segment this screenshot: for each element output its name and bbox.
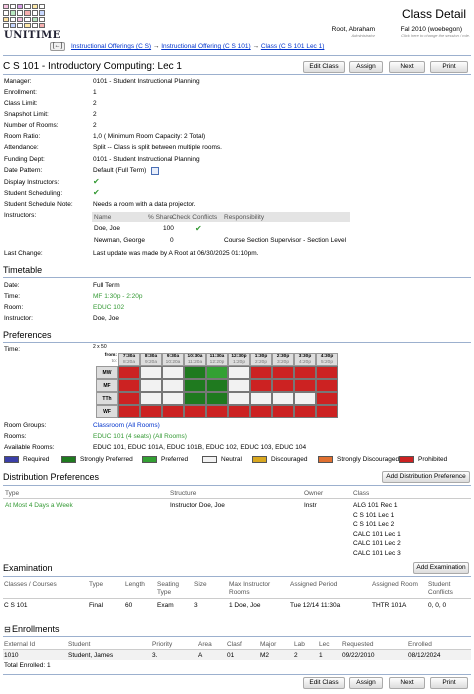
field-label: Class Limit: (4, 100, 38, 107)
time-preference-cell[interactable] (162, 392, 184, 405)
time-slot-header (250, 353, 272, 366)
field-label: Funding Dept: (4, 156, 45, 163)
time-preference-cell[interactable] (140, 392, 162, 405)
time-slot-header (140, 353, 162, 366)
edit-class-button[interactable]: Edit Class (303, 61, 345, 73)
time-preference-cell[interactable] (272, 366, 294, 379)
legend-swatch (142, 456, 157, 463)
page-title: Class Detail (401, 7, 466, 21)
legend-label: Strongly Discouraged (337, 456, 400, 463)
room-label: Room: (4, 304, 24, 311)
legend-item (4, 456, 49, 463)
time-preference-cell[interactable] (294, 392, 316, 405)
time-preference-cell[interactable] (140, 405, 162, 418)
available-rooms-value: EDUC 101, EDUC 101A, EDUC 101B, EDUC 102, EDUC 103, EDUC 104 (93, 444, 307, 451)
enroll-col-header: Enrolled (408, 641, 432, 648)
dist-type[interactable]: At Most 4 Days a Week (5, 502, 73, 509)
slot-to: 2:20p (254, 360, 267, 365)
col-name: Name (94, 214, 112, 221)
assign-button-bottom[interactable]: Assign (349, 677, 383, 689)
preferences-divider (3, 342, 471, 343)
add-examination-button[interactable]: Add Examination (413, 562, 469, 574)
calendar-icon[interactable] (151, 167, 159, 175)
field-label: Instructors: (4, 212, 37, 219)
breadcrumb-offering[interactable]: Instructional Offering (C S 101) (161, 43, 251, 50)
enroll-col-header: Requested (342, 641, 374, 648)
day-row-header: WF (96, 405, 118, 418)
exam-cell: Exam (157, 602, 174, 609)
day-row-header: MF (96, 379, 118, 392)
collapse-icon[interactable]: ⊟ (4, 625, 11, 634)
field-label: Attendance: (4, 144, 39, 151)
slot-to: 8:20a (122, 360, 135, 365)
field-label: Manager: (4, 78, 32, 85)
session-name[interactable]: Fal 2010 (woebegon) (400, 26, 462, 33)
time-preference-cell[interactable] (228, 405, 250, 418)
time-preference-cell[interactable] (272, 405, 294, 418)
time-preference-cell[interactable] (250, 379, 272, 392)
slot-to: 5:20p (320, 360, 333, 365)
exam-col-header: Assigned Period (290, 581, 338, 588)
slot-from: 7:30a (122, 354, 136, 359)
slot-to: 10:20a (165, 360, 181, 365)
time-preference-cell[interactable] (118, 366, 140, 379)
time-preference-cell[interactable] (118, 405, 140, 418)
examination-title: Examination (3, 563, 53, 573)
field-label: Student Scheduling: (4, 190, 63, 197)
field-label: Number of Rooms: (4, 122, 59, 129)
breadcrumb-arrow-icon: → (152, 43, 160, 50)
slot-to: 1:20p (232, 360, 245, 365)
time-preference-cell[interactable] (228, 379, 250, 392)
enrollments-divider (3, 636, 471, 637)
exam-cell: 3 (194, 602, 198, 609)
time-slot-header (206, 353, 228, 366)
instructor-value: Doe, Joe (93, 315, 120, 322)
dist-class-item: CALC 101 Lec 1 (353, 530, 401, 538)
check-icon: ✔ (93, 177, 100, 186)
time-preference-cell[interactable] (118, 392, 140, 405)
breadcrumb (71, 43, 324, 50)
field-value: 0101 - Student Instructional Planning (93, 78, 200, 85)
enroll-col-header: Major (260, 641, 277, 648)
time-slot-header (272, 353, 294, 366)
exam-col-header: Assigned Room (372, 581, 418, 588)
legend-item (61, 456, 133, 463)
breadcrumb-offerings[interactable]: Instructional Offerings (C S) (71, 43, 152, 50)
time-preference-cell[interactable] (206, 366, 228, 379)
last-change-value: Last update was made by A Root at 06/30/2025 01:10pm. (93, 250, 259, 257)
slot-to: 9:20a (144, 360, 157, 365)
enroll-col-header: Lab (294, 641, 305, 648)
time-slot-header (228, 353, 250, 366)
field-value: 2 (93, 111, 97, 118)
time-preference-cell[interactable] (316, 392, 338, 405)
field-label: Room Ratio: (4, 133, 41, 140)
exam-cell: C S 101 (4, 602, 28, 609)
logo-grid (3, 4, 45, 28)
time-preference-cell[interactable] (294, 405, 316, 418)
time-preference-cell[interactable] (140, 366, 162, 379)
next-button[interactable]: Next (389, 61, 425, 73)
legend-label: Discouraged (271, 456, 308, 463)
time-label: Time: (4, 293, 21, 300)
time-preference-cell[interactable] (184, 405, 206, 418)
time-preference-cell[interactable] (184, 392, 206, 405)
date-label: Date: (4, 282, 20, 289)
slot-to: 3:20p (276, 360, 289, 365)
time-preference-cell[interactable] (162, 379, 184, 392)
field-label: Date Pattern: (4, 167, 43, 174)
legend-label: Required (23, 456, 50, 463)
bottom-divider (3, 674, 471, 675)
exam-cell: Final (89, 602, 104, 609)
dist-header-rule (3, 498, 471, 499)
enroll-cell: 01 (227, 652, 235, 659)
time-slot-header (316, 353, 338, 366)
enroll-col-header: Priority (152, 641, 173, 648)
room-groups-value: Classroom (All Rooms) (93, 422, 160, 429)
enrollments-title: Enrollments (12, 624, 60, 634)
time-slot-header (118, 353, 140, 366)
date-value: Full Term (93, 282, 120, 289)
legend-label: Strongly Preferred (80, 456, 133, 463)
edit-class-button-bottom[interactable]: Edit Class (303, 677, 345, 689)
time-pref-label: Time: (4, 346, 21, 353)
time-preference-cell[interactable] (206, 379, 228, 392)
legend-label: Prohibited (418, 456, 448, 463)
total-enrolled: Total Enrolled: 1 (4, 662, 51, 669)
legend-label: Neutral (221, 456, 242, 463)
user-name: Root, Abraham (331, 26, 375, 33)
enroll-col-header: Clasf (227, 641, 242, 648)
dist-col-class: Class (353, 490, 370, 497)
exam-header-rule (3, 598, 471, 599)
enroll-cell: 2 (294, 652, 298, 659)
enroll-cell: M2 (260, 652, 270, 659)
instructor-responsibility: Course Section Supervisor - Section Level (224, 237, 347, 244)
field-value: Split -- Class is split between multiple rooms. (93, 144, 222, 151)
enroll-col-header: External Id (4, 641, 36, 648)
legend-swatch (252, 456, 267, 463)
exam-col-header: Size (194, 581, 207, 588)
breadcrumb-class[interactable]: Class (C S 101 Lec 1) (260, 43, 325, 50)
field-value: Default (Full Term) (93, 167, 147, 174)
field-value: 2 (93, 100, 97, 107)
header-divider (3, 55, 471, 56)
last-change-label: Last Change: (4, 250, 43, 257)
time-preference-cell[interactable] (206, 405, 228, 418)
enroll-cell: A (198, 652, 203, 659)
time-preference-cell[interactable] (228, 366, 250, 379)
legend-item (399, 456, 447, 463)
dist-structure: Instructor Doe, Joe (170, 502, 225, 509)
print-button[interactable]: Print (430, 61, 468, 73)
class-title: C S 101 - Introductory Computing: Lec 1 (3, 61, 182, 72)
field-label: Enrollment: (4, 89, 37, 96)
add-distribution-button[interactable]: Add Distribution Preference (382, 471, 470, 483)
legend-item (142, 456, 188, 463)
rooms-label: Rooms: (4, 433, 27, 440)
exam-cell: THTR 101A (372, 602, 407, 609)
instructors-table (92, 212, 350, 246)
legend-swatch (4, 456, 19, 463)
instructor-name: Newman, George (94, 237, 145, 244)
time-preference-cell[interactable] (162, 366, 184, 379)
available-rooms-label: Available Rooms: (4, 444, 55, 451)
user-role: Administrator (351, 33, 375, 38)
time-preference-cell[interactable] (272, 379, 294, 392)
time-preference-cell[interactable] (228, 392, 250, 405)
field-label: Snapshot Limit: (4, 111, 49, 118)
time-preference-cell[interactable] (118, 379, 140, 392)
time-preference-cell[interactable] (206, 392, 228, 405)
preferences-title: Preferences (3, 330, 52, 340)
session-hint[interactable]: Click here to change the session / role. (401, 33, 470, 38)
time-preference-cell[interactable] (184, 366, 206, 379)
exam-col-header: Seating Type (157, 581, 180, 596)
instructor-row (92, 222, 350, 234)
slot-from: 1:30p (254, 354, 268, 359)
dist-class-item: ALG 101 Rec 1 (353, 502, 398, 509)
time-pattern: 2 x 50 (93, 344, 107, 350)
time-preference-cell[interactable] (250, 392, 272, 405)
slot-from: 12:30p (231, 354, 247, 359)
enroll-cell: 1010 (4, 652, 19, 659)
enroll-cell: 1 (319, 652, 323, 659)
instructor-share: 0 (170, 237, 174, 244)
dist-col-type: Type (5, 490, 20, 497)
col-share: % Share (148, 214, 173, 221)
legend-swatch (61, 456, 76, 463)
time-preference-cell[interactable] (184, 379, 206, 392)
print-button-bottom[interactable]: Print (430, 677, 468, 689)
enroll-cell: 3. (152, 652, 158, 659)
time-slot-header (162, 353, 184, 366)
field-value: Needs a room with a data projector. (93, 201, 196, 208)
instructor-share: 100 (163, 225, 174, 232)
breadcrumb-arrow-icon: → (252, 43, 259, 50)
day-row-header: MW (96, 366, 118, 379)
legend-item (318, 456, 399, 463)
time-slot-header (184, 353, 206, 366)
time-preference-cell[interactable] (316, 379, 338, 392)
slot-from: 11:30a (209, 354, 225, 359)
check-icon: ✔ (93, 188, 100, 197)
to-label: to: (111, 359, 117, 364)
field-value: 1 (93, 89, 97, 96)
exam-col-header: Max Instructor Rooms (229, 581, 271, 596)
enroll-col-header: Lec (319, 641, 330, 648)
field-value: 1,0 ( Minimum Room Capacity: 2 Total) (93, 133, 206, 140)
time-preference-cell[interactable] (162, 405, 184, 418)
legend-label: Preferred (161, 456, 189, 463)
exam-cell: Tue 12/14 11:30a (290, 602, 341, 609)
distribution-divider (3, 485, 471, 486)
exam-col-header: Length (125, 581, 145, 588)
exam-cell: 0, 0, 0 (428, 602, 447, 609)
dist-class-item: C S 101 Lec 2 (353, 521, 395, 529)
slot-to: 12:20p (209, 360, 225, 365)
exam-col-header: Student Conflicts (428, 581, 453, 596)
back-icon[interactable]: [←] (50, 42, 65, 51)
slot-from: 3:30p (298, 354, 312, 359)
check-icon: ✔ (195, 224, 202, 233)
enroll-cell: Student, James (68, 652, 114, 659)
slot-from: 2:30p (276, 354, 290, 359)
time-preference-cell[interactable] (316, 405, 338, 418)
field-value: 2 (93, 122, 97, 129)
time-preference-cell[interactable] (294, 379, 316, 392)
enroll-col-header: Area (198, 641, 212, 648)
timetable-divider (3, 277, 471, 278)
time-preference-cell[interactable] (140, 379, 162, 392)
dist-class-item: CALC 101 Lec 3 (353, 550, 401, 557)
slot-from: 4:30p (320, 354, 334, 359)
assign-button[interactable]: Assign (349, 61, 383, 73)
instructor-name: Doe, Joe (94, 225, 121, 232)
time-preference-cell[interactable] (272, 392, 294, 405)
room-value: EDUC 102 (93, 304, 125, 311)
legend-item (202, 456, 242, 463)
legend-swatch (202, 456, 217, 463)
room-groups-label: Room Groups: (4, 422, 47, 429)
instructors-header (92, 212, 350, 222)
timetable-title: Timetable (3, 265, 43, 275)
legend-swatch (318, 456, 333, 463)
slot-to: 4:20p (298, 360, 311, 365)
time-slot-header (294, 353, 316, 366)
legend-swatch (399, 456, 414, 463)
col-responsibility: Responsibility (224, 214, 265, 221)
slot-to: 11:20a (187, 360, 203, 365)
time-preference-cell[interactable] (316, 366, 338, 379)
dist-col-owner: Owner (304, 490, 324, 497)
exam-cell: 60 (125, 602, 133, 609)
rooms-value: EDUC 101 (4 seats) (All Rooms) (93, 433, 187, 440)
slot-from: 8:30a (144, 354, 158, 359)
examination-divider (3, 576, 471, 577)
slot-from: 9:30a (166, 354, 180, 359)
enroll-cell: 08/12/2024 (408, 652, 441, 659)
exam-cell: 1 Doe, Joe (229, 602, 261, 609)
class-divider (3, 74, 471, 75)
time-preference-cell[interactable] (250, 405, 272, 418)
unitime-logo[interactable] (3, 4, 61, 44)
instructor-label: Instructor: (4, 315, 33, 322)
next-button-bottom[interactable]: Next (389, 677, 425, 689)
enroll-cell: 09/22/2010 (342, 652, 375, 659)
col-check-conflicts: Check Conflicts (172, 214, 218, 221)
dist-class-item: C S 101 Lec 1 (353, 511, 395, 519)
dist-owner: Instr (304, 502, 317, 509)
day-row-header: TTh (96, 392, 118, 405)
exam-col-header: Type (89, 581, 104, 588)
dist-class-item: CALC 101 Lec 2 (353, 540, 401, 548)
field-label: Student Schedule Note: (4, 201, 73, 208)
slot-from: 10:30a (187, 354, 203, 359)
time-value: MF 1:30p - 2:20p (93, 293, 143, 300)
field-label: Display Instructors: (4, 179, 60, 186)
dist-col-structure: Structure (170, 490, 197, 497)
time-preference-cell[interactable] (250, 366, 272, 379)
enroll-col-header: Student (68, 641, 91, 648)
time-preference-cell[interactable] (294, 366, 316, 379)
instructor-row (92, 234, 350, 246)
logo-text: UNITIME (4, 30, 61, 41)
from-label: from: (104, 353, 117, 358)
field-value: 0101 - Student Instructional Planning (93, 156, 200, 163)
legend-item (252, 456, 308, 463)
exam-col-header: Classes / Courses (4, 581, 57, 588)
distribution-title: Distribution Preferences (3, 472, 100, 482)
